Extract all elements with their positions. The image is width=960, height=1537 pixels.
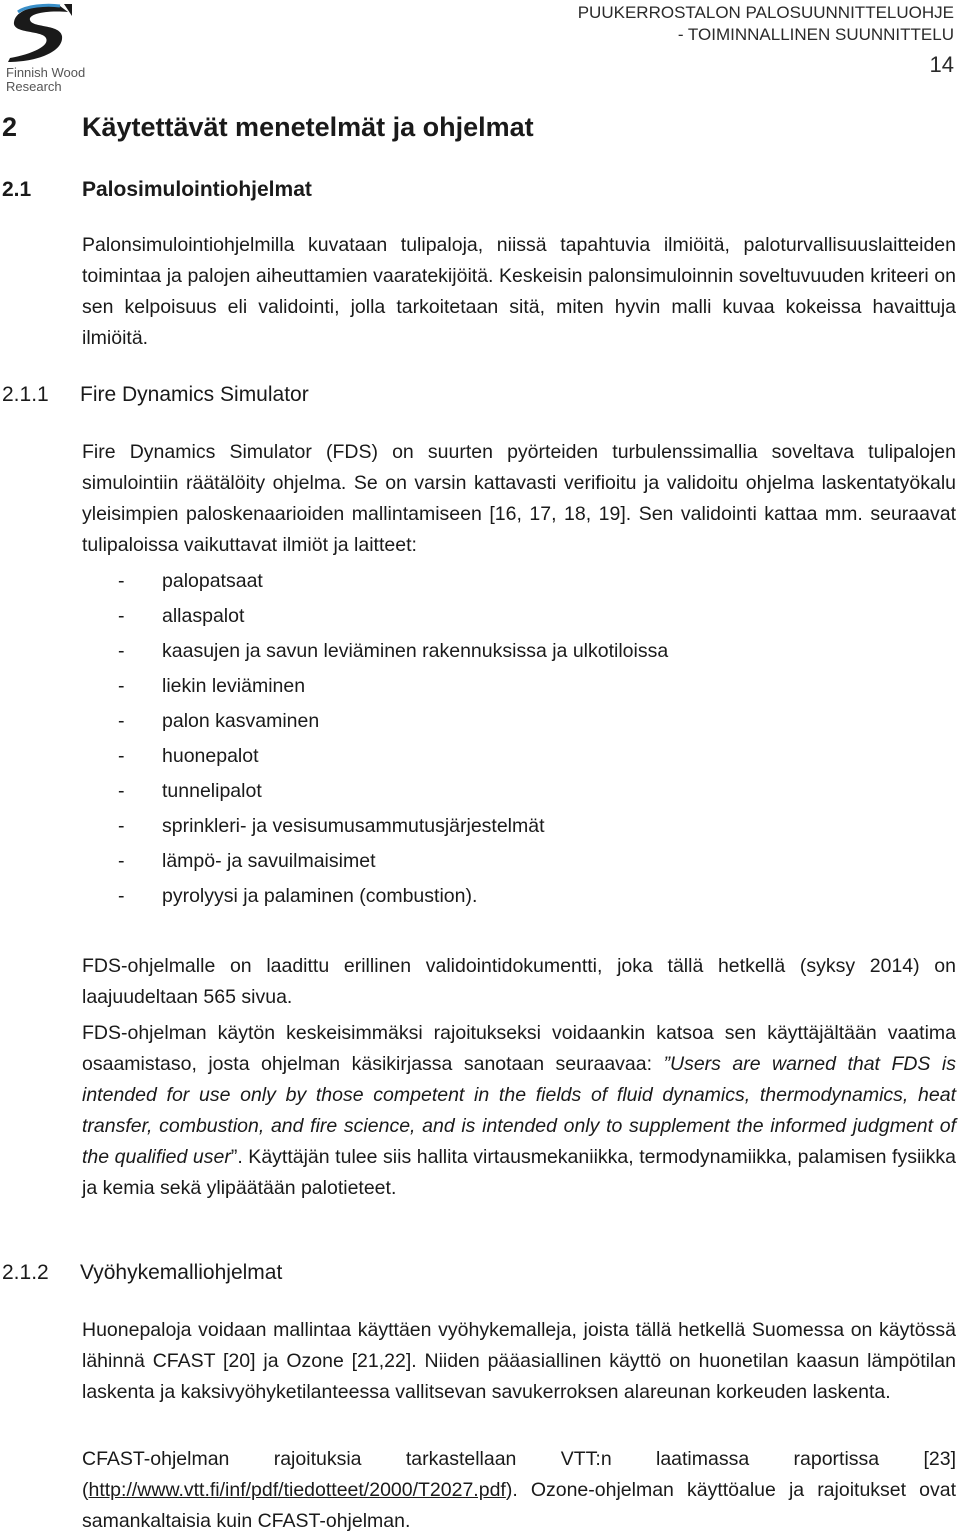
subsection-heading — [2, 178, 312, 202]
list-item — [118, 636, 668, 671]
zone-title: Vyöhykemalliohjelmat — [80, 1261, 283, 1284]
list-dash: - — [118, 885, 125, 907]
list-item — [118, 776, 668, 811]
list-item-text: palopatsaat — [162, 570, 263, 592]
list-item — [118, 741, 668, 776]
fds-number: 2.1.1 — [2, 383, 49, 406]
list-item — [118, 811, 668, 846]
logo-s-icon — [2, 2, 74, 64]
list-item — [118, 881, 668, 916]
list-dash: - — [118, 850, 125, 872]
fds-heading — [2, 383, 309, 407]
list-item-text: pyrolyysi ja palaminen (combustion). — [162, 885, 478, 907]
list-item-text: kaasujen ja savun leviäminen rakennuksissa ja ulkotiloissa — [162, 640, 669, 662]
zone-paragraph-1: Huonepaloja voidaan mallintaa käyttäen vyöhykemalleja, joista tällä hetkellä Suomessa on käytössä lähinnä CFAST [20] ja Ozone [21,22]. Niiden pääasiallinen käyttö on huonetilan kaasun lämpötilan laskenta ja kaksivyöhyketilanteessa vallitsevan savukerroksen alareunan korkeuden laskenta. — [82, 1319, 956, 1403]
fds-title: Fire Dynamics Simulator — [80, 383, 309, 406]
list-item — [118, 566, 668, 601]
subsection-title: Palosimulointiohjelmat — [82, 178, 312, 201]
fds-limitation-intro: FDS-ohjelman käytön keskeisimmäksi rajoitukseksi voidaankin katsoa sen käyttäjältään vaatima osaamistaso, josta ohjelman käsikirjassa sanotaan seuraavaa: — [82, 1022, 956, 1075]
list-dash: - — [118, 570, 125, 592]
list-item-text: sprinkleri- ja vesisumusammutusjärjestelmät — [162, 815, 545, 837]
list-item-text: palon kasvaminen — [162, 710, 320, 732]
zone-number: 2.1.2 — [2, 1261, 49, 1284]
list-dash: - — [118, 710, 125, 732]
fds-phenomena-list — [118, 566, 668, 916]
header-title-line2: - TOIMINNALLINEN SUUNNITTELU — [677, 25, 954, 44]
vtt-report-link[interactable]: http://www.vtt.fi/inf/pdf/tiedotteet/2000/T2027.pdf — [88, 1479, 506, 1501]
list-item — [118, 601, 668, 636]
list-dash: - — [118, 815, 125, 837]
list-item-text: tunnelipalot — [162, 780, 262, 802]
section-heading — [2, 112, 534, 143]
section-number: 2 — [2, 112, 18, 142]
list-item-text: allaspalot — [162, 605, 245, 627]
list-item-text: lämpö- ja savuilmaisimet — [162, 850, 376, 872]
fds-validation-paragraph: FDS-ohjelmalle on laadittu erillinen validointidokumentti, joka tällä hetkellä (syksy 2014) on laajuudeltaan 565 sivua. — [82, 955, 956, 1008]
page-number: 14 — [929, 52, 954, 77]
fds-limitation-paragraph — [82, 1018, 956, 1204]
list-dash: - — [118, 605, 125, 627]
zone-para2-end: ). Ozone-ohjelman käyttöalue ja rajoitukset ovat samankaltaisia kuin CFAST-ohjelman. — [82, 1479, 956, 1532]
list-item — [118, 706, 668, 741]
section-title: Käytettävät menetelmät ja ohjelmat — [82, 112, 534, 142]
list-dash: - — [118, 780, 125, 802]
list-item-text: liekin leviäminen — [162, 675, 306, 697]
document-header — [578, 2, 954, 80]
zone-para2-start: CFAST-ohjelman rajoituksia tarkastellaan VTT:n laatimassa raportissa [23] ( — [82, 1448, 956, 1501]
subsection-number: 2.1 — [2, 178, 32, 201]
zone-paragraph-2 — [82, 1444, 956, 1537]
list-dash: - — [118, 640, 125, 662]
fds-intro-paragraph: Fire Dynamics Simulator (FDS) on suurten pyörteiden turbulenssimallia soveltava tulipalojen simulointiin räätälöity ohjelma. Se on varsin kattavasti verifioitu ja validoitu ohjelma laskentatyökalu yleisimpien paloskenaarioiden mallintamiseen [16, 17, 18, 19]. Sen validointi kattaa mm. seuraavat tulipaloissa vaikuttavat ilmiöt ja laitteet: — [82, 441, 956, 556]
list-item — [118, 671, 668, 706]
list-item-text: huonepalot — [162, 745, 259, 767]
fds-manual-quote: ”Users are warned that FDS is intended for use only by those competent in the fields of fluid dynamics, thermodynamics, heat transfer, combustion, and fire science, and is intended only to supplement the informed judgment of the qualified user — [82, 1053, 956, 1168]
logo-text-line1: Finnish Wood — [6, 65, 86, 80]
zone-heading — [2, 1261, 282, 1285]
logo-text-line2: Research — [6, 79, 62, 94]
list-dash: - — [118, 675, 125, 697]
finnish-wood-research-logo — [2, 2, 102, 94]
list-dash: - — [118, 745, 125, 767]
list-item — [118, 846, 668, 881]
header-title-line1: PUUKERROSTALON PALOSUUNNITTELUOHJE — [577, 3, 954, 22]
subsection-paragraph: Palonsimulointiohjelmilla kuvataan tulipaloja, niissä tapahtuvia ilmiöitä, paloturvallisuuslaitteiden toimintaa ja palojen aiheuttamien vaaratekijöitä. Keskeisin palonsimuloinnin soveltuvuuden kriteeri on sen kelpoisuus eli validointi, jolla tarkoitetaan sitä, miten hyvin malli kuvaa kokeissa havaittuja ilmiöitä. — [82, 234, 956, 349]
fds-limitation-outro: ”. Käyttäjän tulee siis hallita virtausmekaniikka, termodynamiikka, palamisen fysiikka ja kemia sekä ylipäätään palotieteet. — [82, 1146, 956, 1199]
logo-text — [6, 66, 85, 94]
